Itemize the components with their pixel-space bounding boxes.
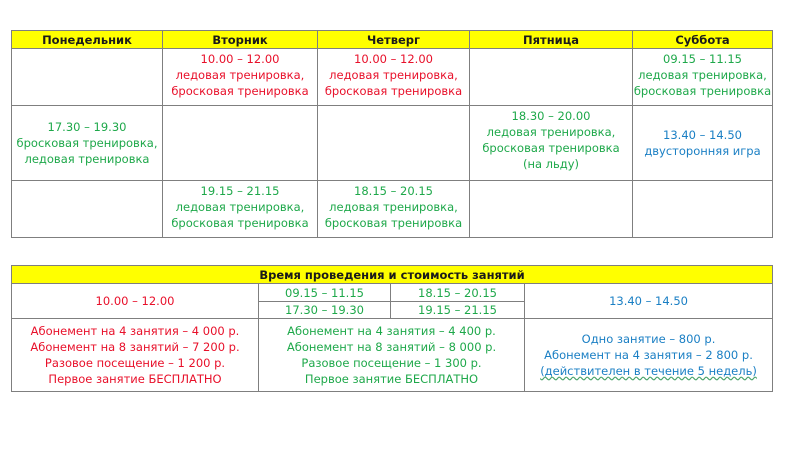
price-line: Абонемент на 4 занятия – 2 800 р.	[544, 348, 753, 362]
price-line: Первое занятие БЕСПЛАТНО	[304, 372, 479, 386]
cell-tuesday-3	[163, 181, 318, 238]
price-line: Абонемент на 4 занятия – 4 000 р.	[30, 324, 240, 338]
session-desc: бросковая тренировка	[171, 84, 309, 98]
session-time: 10.00 – 12.00	[200, 52, 280, 66]
schedule-table	[11, 30, 773, 238]
session-desc: бросковая тренировка	[633, 84, 772, 98]
session-desc: бросковая тренировка	[171, 216, 309, 230]
cell-saturday-2	[633, 106, 773, 181]
cell-thursday-1	[318, 49, 470, 106]
price-line: Первое занятие БЕСПЛАТНО	[48, 372, 222, 386]
cell-tuesday-2	[163, 106, 318, 181]
pricing-title: Время проведения и стоимость занятий	[12, 266, 773, 284]
cell-thursday-3	[318, 181, 470, 238]
cell-monday-3	[12, 181, 163, 238]
day-header-tuesday: Вторник	[163, 31, 318, 49]
price-list-2	[259, 319, 525, 392]
session-desc: бросковая тренировка,	[16, 136, 158, 150]
cell-monday-1	[12, 49, 163, 106]
session-desc: ледовая тренировка,	[175, 200, 305, 214]
session-desc: двусторонняя игра	[644, 144, 761, 158]
session-time: 18.30 – 20.00	[511, 109, 591, 123]
day-header-saturday: Суббота	[633, 31, 773, 49]
time-slot: 18.15 – 20.15	[418, 285, 497, 300]
price-time-1: 10.00 – 12.00	[12, 284, 259, 319]
day-header-thursday: Четверг	[318, 31, 470, 49]
price-line: Абонемент на 8 занятий – 7 200 р.	[30, 340, 240, 354]
time-slot: 17.30 – 19.30	[259, 301, 390, 318]
pricing-table	[11, 265, 773, 392]
price-line: Абонемент на 8 занятий – 8 000 р.	[286, 340, 497, 354]
price-line: Разовое посещение – 1 300 р.	[301, 356, 482, 370]
price-note: (действителен в течение 5 недель)	[540, 364, 757, 378]
cell-friday-2	[470, 106, 633, 181]
session-desc: ледовая тренировка	[24, 152, 150, 166]
cell-thursday-2	[318, 106, 470, 181]
session-desc: бросковая тренировка	[482, 141, 620, 155]
cell-saturday-3	[633, 181, 773, 238]
session-time: 09.15 – 11.15	[663, 52, 742, 66]
time-slot: 19.15 – 21.15	[391, 301, 524, 318]
price-line: Разовое посещение – 1 200 р.	[44, 356, 226, 370]
session-desc: ледовая тренировка,	[175, 68, 305, 82]
session-desc: ледовая тренировка,	[486, 125, 616, 139]
session-time: 17.30 – 19.30	[47, 120, 127, 134]
price-time-3: 13.40 – 14.50	[525, 284, 773, 319]
session-desc: бросковая тренировка	[324, 84, 463, 98]
price-time-2a	[259, 284, 391, 319]
session-desc: бросковая тренировка	[324, 216, 463, 230]
time-slot: 09.15 – 11.15	[285, 285, 364, 300]
session-time: 19.15 – 21.15	[200, 184, 280, 198]
cell-friday-3	[470, 181, 633, 238]
cell-friday-1	[470, 49, 633, 106]
price-time-2b	[391, 284, 525, 319]
session-desc: ледовая тренировка,	[638, 68, 767, 82]
cell-saturday-1	[633, 49, 773, 106]
price-line: Абонемент на 4 занятия – 4 400 р.	[287, 324, 496, 338]
day-header-friday: Пятница	[470, 31, 633, 49]
price-line: Одно занятие – 800 р.	[581, 332, 716, 346]
session-time: 18.15 – 20.15	[354, 184, 433, 198]
session-desc: ледовая тренировка,	[329, 200, 458, 214]
cell-monday-2	[12, 106, 163, 181]
price-list-1	[12, 319, 259, 392]
session-time: 13.40 – 14.50	[663, 128, 742, 142]
cell-tuesday-1	[163, 49, 318, 106]
session-note: (на льду)	[522, 157, 580, 171]
session-time: 10.00 – 12.00	[354, 52, 433, 66]
session-desc: ледовая тренировка,	[329, 68, 458, 82]
day-header-monday: Понедельник	[12, 31, 163, 49]
price-list-3	[525, 319, 773, 392]
